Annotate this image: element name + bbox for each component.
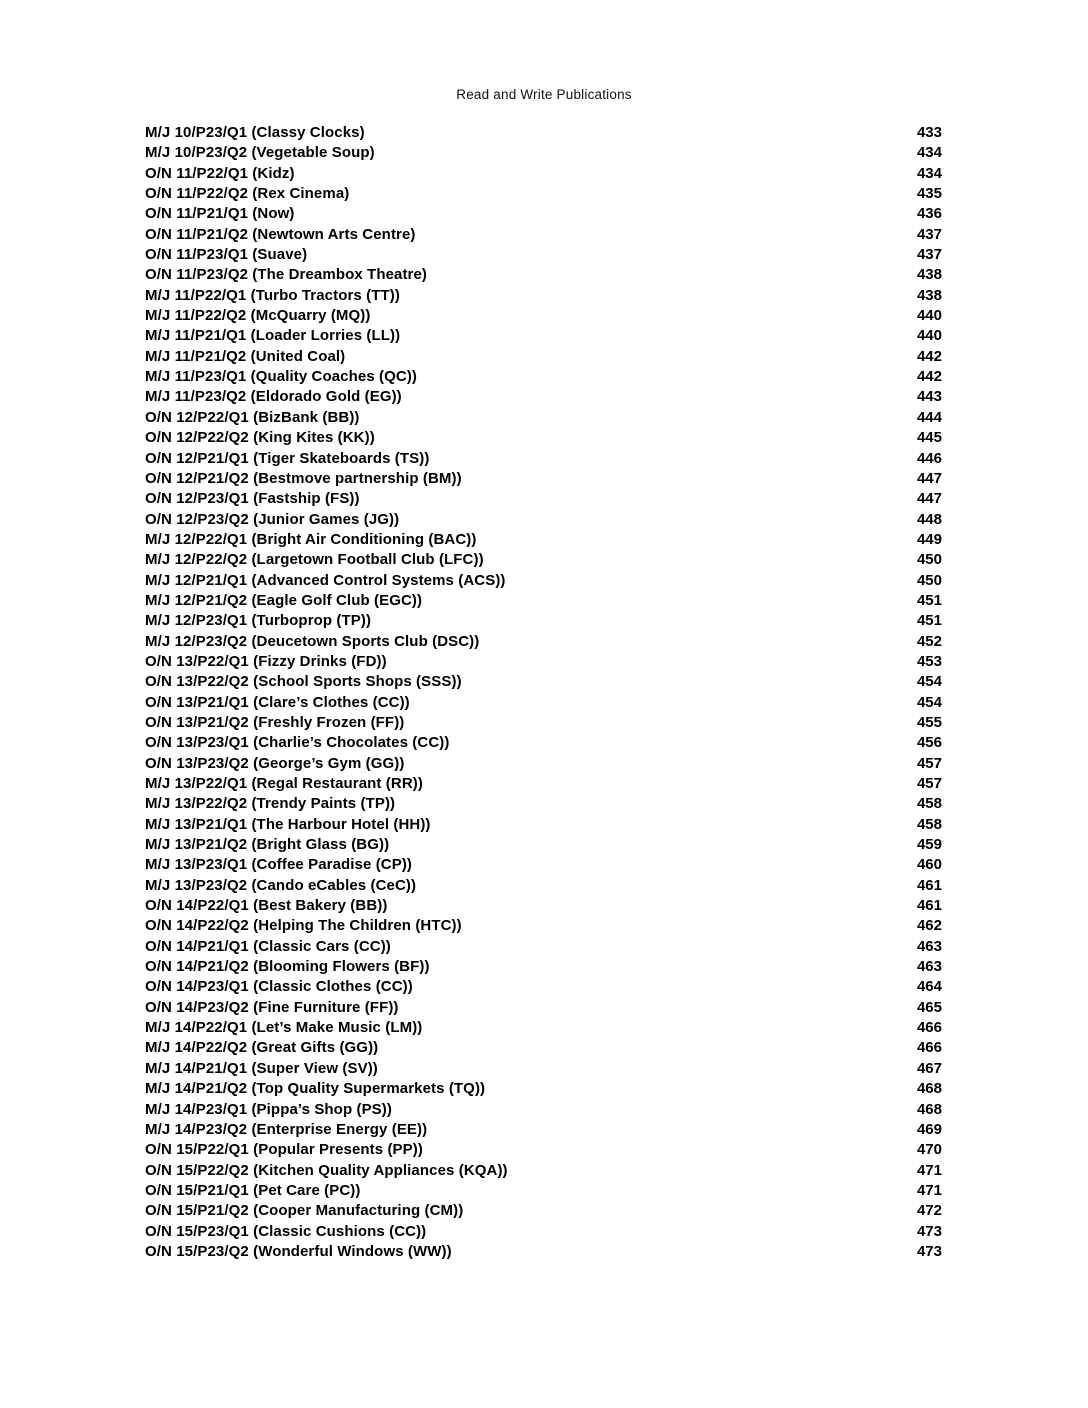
toc-entry — [145, 510, 942, 530]
toc-entry-label: O/N 12/P22/Q2 (King Kites (KK)) — [145, 429, 375, 447]
toc-entry — [145, 571, 942, 591]
toc-entry-label: O/N 15/P23/Q1 (Classic Cushions (CC)) — [145, 1222, 427, 1240]
toc-entry-label: O/N 15/P22/Q2 (Kitchen Quality Appliances (KQA)) — [145, 1161, 508, 1179]
toc-entry — [145, 815, 942, 835]
toc-entry — [145, 489, 942, 509]
toc-entry-page-number: 468 — [916, 1100, 942, 1118]
toc-entry-label: M/J 13/P22/Q2 (Trendy Paints (TP)) — [145, 795, 396, 813]
toc-entry-page-number: 472 — [916, 1202, 942, 1220]
toc-entry-label: M/J 14/P23/Q1 (Pippa’s Shop (PS)) — [145, 1100, 392, 1118]
toc-entry-label: M/J 11/P21/Q1 (Loader Lorries (LL)) — [145, 327, 401, 345]
toc-entry — [145, 143, 942, 163]
toc-entry — [145, 1059, 942, 1079]
toc-entry — [145, 977, 942, 997]
toc-entry-page-number: 452 — [916, 632, 942, 650]
toc-entry-page-number: 473 — [916, 1222, 942, 1240]
toc-entry-page-number: 451 — [916, 612, 942, 630]
toc-entry-label: O/N 11/P23/Q2 (The Dreambox Theatre) — [145, 266, 428, 284]
toc-entry-label: M/J 11/P22/Q2 (McQuarry (MQ)) — [145, 307, 371, 325]
toc-entry-page-number: 463 — [916, 937, 942, 955]
toc-entry-label: M/J 12/P23/Q2 (Deucetown Sports Club (DSC)) — [145, 632, 480, 650]
toc-entry-label: M/J 12/P22/Q2 (Largetown Football Club (LFC)) — [145, 551, 484, 569]
toc-entry-page-number: 440 — [916, 307, 942, 325]
toc-entry-page-number: 464 — [916, 978, 942, 996]
toc-entry — [145, 1120, 942, 1140]
toc-entry-page-number: 437 — [916, 225, 942, 243]
toc-entry-page-number: 459 — [916, 836, 942, 854]
toc-entry — [145, 387, 942, 407]
toc-entry-page-number: 454 — [916, 673, 942, 691]
toc-entry-label: M/J 11/P23/Q1 (Quality Coaches (QC)) — [145, 368, 418, 386]
toc-entry-label: M/J 14/P22/Q1 (Let’s Make Music (LM)) — [145, 1019, 423, 1037]
toc-entry — [145, 367, 942, 387]
toc-entry — [145, 632, 942, 652]
running-header: Read and Write Publications — [456, 87, 632, 102]
toc-entry-page-number: 448 — [916, 510, 942, 528]
toc-entry-label: M/J 14/P21/Q2 (Top Quality Supermarkets (TQ)) — [145, 1080, 486, 1098]
toc-entry — [145, 550, 942, 570]
toc-entry-page-number: 469 — [916, 1120, 942, 1138]
toc-entry-label: O/N 11/P22/Q1 (Kidz) — [145, 164, 295, 182]
toc-entry-page-number: 434 — [916, 144, 942, 162]
toc-entry — [145, 1222, 942, 1242]
toc-entry-label: O/N 13/P23/Q2 (George’s Gym (GG)) — [145, 754, 405, 772]
toc-entry — [145, 204, 942, 224]
toc-entry-label: O/N 13/P21/Q2 (Freshly Frozen (FF)) — [145, 713, 405, 731]
toc-entry — [145, 957, 942, 977]
toc-entry-label: M/J 11/P21/Q2 (United Coal) — [145, 347, 346, 365]
toc-entry-page-number: 467 — [916, 1059, 942, 1077]
toc-entry — [145, 896, 942, 916]
toc-entry-label: O/N 12/P21/Q1 (Tiger Skateboards (TS)) — [145, 449, 430, 467]
toc-entry-label: O/N 11/P21/Q2 (Newtown Arts Centre) — [145, 225, 416, 243]
toc-entry-label: O/N 12/P23/Q2 (Junior Games (JG)) — [145, 510, 400, 528]
toc-entry-page-number: 442 — [916, 347, 942, 365]
toc-entry-label: O/N 13/P21/Q1 (Clare’s Clothes (CC)) — [145, 693, 410, 711]
toc-entry-label: M/J 10/P23/Q1 (Classy Clocks) — [145, 124, 365, 141]
toc-entry-page-number: 473 — [916, 1242, 942, 1260]
toc-entry-page-number: 443 — [916, 388, 942, 406]
toc-entry-page-number: 451 — [916, 591, 942, 609]
toc-entry-page-number: 458 — [916, 815, 942, 833]
toc-entry-page-number: 438 — [916, 286, 942, 304]
toc-entry — [145, 693, 942, 713]
toc-entry — [145, 1242, 942, 1262]
toc-entry-page-number: 463 — [916, 958, 942, 976]
toc-entry-label: M/J 13/P21/Q2 (Bright Glass (BG)) — [145, 836, 390, 854]
toc-entry-label: M/J 12/P22/Q1 (Bright Air Conditioning (BAC)) — [145, 530, 477, 548]
toc-entry — [145, 733, 942, 753]
toc-entry-page-number: 461 — [916, 876, 942, 894]
toc-entry-label: O/N 11/P23/Q1 (Suave) — [145, 246, 308, 264]
toc-entry-label: O/N 11/P22/Q2 (Rex Cinema) — [145, 185, 350, 203]
toc-entry-page-number: 461 — [916, 897, 942, 915]
toc-entry-page-number: 433 — [916, 124, 942, 141]
toc-entry-page-number: 460 — [916, 856, 942, 874]
toc-entry — [145, 652, 942, 672]
toc-entry — [145, 347, 942, 367]
toc-entry-label: O/N 15/P23/Q2 (Wonderful Windows (WW)) — [145, 1242, 452, 1260]
toc-entry-page-number: 447 — [916, 490, 942, 508]
toc-entry — [145, 469, 942, 489]
toc-entry-label: M/J 14/P23/Q2 (Enterprise Energy (EE)) — [145, 1120, 428, 1138]
toc-entry-page-number: 465 — [916, 998, 942, 1016]
toc-entry-label: O/N 14/P21/Q1 (Classic Cars (CC)) — [145, 937, 391, 955]
toc-entry — [145, 123, 942, 143]
toc-entry — [145, 184, 942, 204]
toc-entry-page-number: 447 — [916, 469, 942, 487]
toc-entry — [145, 591, 942, 611]
toc-entry-label: M/J 14/P22/Q2 (Great Gifts (GG)) — [145, 1039, 379, 1057]
toc-entry — [145, 1181, 942, 1201]
toc-entry — [145, 672, 942, 692]
toc-entry — [145, 1140, 942, 1160]
table-of-contents — [145, 123, 942, 1262]
toc-entry — [145, 774, 942, 794]
toc-entry — [145, 449, 942, 469]
toc-entry — [145, 1100, 942, 1120]
toc-entry-label: O/N 14/P22/Q1 (Best Bakery (BB)) — [145, 897, 388, 915]
toc-entry — [145, 530, 942, 550]
toc-entry — [145, 326, 942, 346]
toc-entry-page-number: 449 — [916, 530, 942, 548]
toc-entry — [145, 916, 942, 936]
toc-entry-label: O/N 15/P21/Q1 (Pet Care (PC)) — [145, 1181, 361, 1199]
toc-entry — [145, 754, 942, 774]
toc-entry — [145, 876, 942, 896]
toc-entry-label: M/J 13/P23/Q2 (Cando eCables (CeC)) — [145, 876, 417, 894]
toc-entry — [145, 225, 942, 245]
toc-entry — [145, 1018, 942, 1038]
toc-entry-label: O/N 14/P22/Q2 (Helping The Children (HTC)) — [145, 917, 462, 935]
toc-entry-label: O/N 11/P21/Q1 (Now) — [145, 205, 295, 223]
toc-entry — [145, 937, 942, 957]
toc-entry-page-number: 471 — [916, 1161, 942, 1179]
toc-entry-page-number: 450 — [916, 571, 942, 589]
toc-entry-label: O/N 12/P22/Q1 (BizBank (BB)) — [145, 408, 360, 426]
toc-entry — [145, 794, 942, 814]
toc-entry-label: M/J 11/P23/Q2 (Eldorado Gold (EG)) — [145, 388, 402, 406]
toc-entry-page-number: 446 — [916, 449, 942, 467]
toc-entry-label: O/N 14/P21/Q2 (Blooming Flowers (BF)) — [145, 958, 430, 976]
toc-entry-page-number: 466 — [916, 1039, 942, 1057]
toc-entry-label: O/N 15/P22/Q1 (Popular Presents (PP)) — [145, 1141, 423, 1159]
toc-entry-page-number: 444 — [916, 408, 942, 426]
toc-entry-page-number: 434 — [916, 164, 942, 182]
toc-entry — [145, 164, 942, 184]
toc-entry — [145, 1201, 942, 1221]
toc-entry-page-number: 450 — [916, 551, 942, 569]
toc-entry-label: M/J 12/P21/Q2 (Eagle Golf Club (EGC)) — [145, 591, 423, 609]
toc-entry-page-number: 462 — [916, 917, 942, 935]
toc-entry-page-number: 468 — [916, 1080, 942, 1098]
toc-entry-label: O/N 14/P23/Q2 (Fine Furniture (FF)) — [145, 998, 399, 1016]
toc-entry-label: O/N 12/P21/Q2 (Bestmove partnership (BM)) — [145, 469, 462, 487]
toc-entry-page-number: 456 — [916, 734, 942, 752]
toc-entry — [145, 286, 942, 306]
toc-entry-page-number: 442 — [916, 368, 942, 386]
toc-entry — [145, 306, 942, 326]
toc-entry-page-number: 458 — [916, 795, 942, 813]
toc-entry-page-number: 466 — [916, 1019, 942, 1037]
toc-entry — [145, 1079, 942, 1099]
toc-entry-page-number: 470 — [916, 1141, 942, 1159]
toc-entry — [145, 265, 942, 285]
toc-entry-label: M/J 13/P21/Q1 (The Harbour Hotel (HH)) — [145, 815, 431, 833]
toc-entry — [145, 855, 942, 875]
toc-entry — [145, 428, 942, 448]
toc-entry-label: O/N 13/P23/Q1 (Charlie’s Chocolates (CC)) — [145, 734, 450, 752]
toc-entry — [145, 998, 942, 1018]
toc-entry-page-number: 453 — [916, 652, 942, 670]
toc-entry-label: M/J 13/P23/Q1 (Coffee Paradise (CP)) — [145, 856, 413, 874]
toc-entry — [145, 713, 942, 733]
toc-entry-page-number: 455 — [916, 713, 942, 731]
toc-entry-page-number: 457 — [916, 754, 942, 772]
toc-entry-label: O/N 13/P22/Q2 (School Sports Shops (SSS)) — [145, 673, 462, 691]
toc-entry-label: O/N 14/P23/Q1 (Classic Clothes (CC)) — [145, 978, 413, 996]
toc-entry-page-number: 471 — [916, 1181, 942, 1199]
toc-entry — [145, 245, 942, 265]
toc-entry-page-number: 440 — [916, 327, 942, 345]
toc-entry-page-number: 457 — [916, 775, 942, 792]
toc-entry-label: M/J 14/P21/Q1 (Super View (SV)) — [145, 1059, 378, 1077]
toc-entry-page-number: 445 — [916, 429, 942, 447]
toc-entry-page-number: 435 — [916, 185, 942, 203]
toc-entry-label: M/J 13/P22/Q1 (Regal Restaurant (RR)) — [145, 775, 423, 792]
toc-entry-label: M/J 10/P23/Q2 (Vegetable Soup) — [145, 144, 375, 162]
toc-entry-page-number: 438 — [916, 266, 942, 284]
toc-entry-page-number: 454 — [916, 693, 942, 711]
toc-entry — [145, 1161, 942, 1181]
toc-entry — [145, 835, 942, 855]
toc-entry-label: M/J 12/P21/Q1 (Advanced Control Systems (ACS)) — [145, 571, 506, 589]
toc-entry-label: O/N 12/P23/Q1 (Fastship (FS)) — [145, 490, 360, 508]
toc-entry — [145, 1038, 942, 1058]
toc-entry-label: O/N 15/P21/Q2 (Cooper Manufacturing (CM)) — [145, 1202, 464, 1220]
toc-entry — [145, 611, 942, 631]
toc-entry-label: O/N 13/P22/Q1 (Fizzy Drinks (FD)) — [145, 652, 387, 670]
toc-entry — [145, 408, 942, 428]
toc-entry-label: M/J 11/P22/Q1 (Turbo Tractors (TT)) — [145, 286, 400, 304]
toc-entry-page-number: 436 — [916, 205, 942, 223]
toc-entry-page-number: 437 — [916, 246, 942, 264]
toc-entry-label: M/J 12/P23/Q1 (Turboprop (TP)) — [145, 612, 372, 630]
